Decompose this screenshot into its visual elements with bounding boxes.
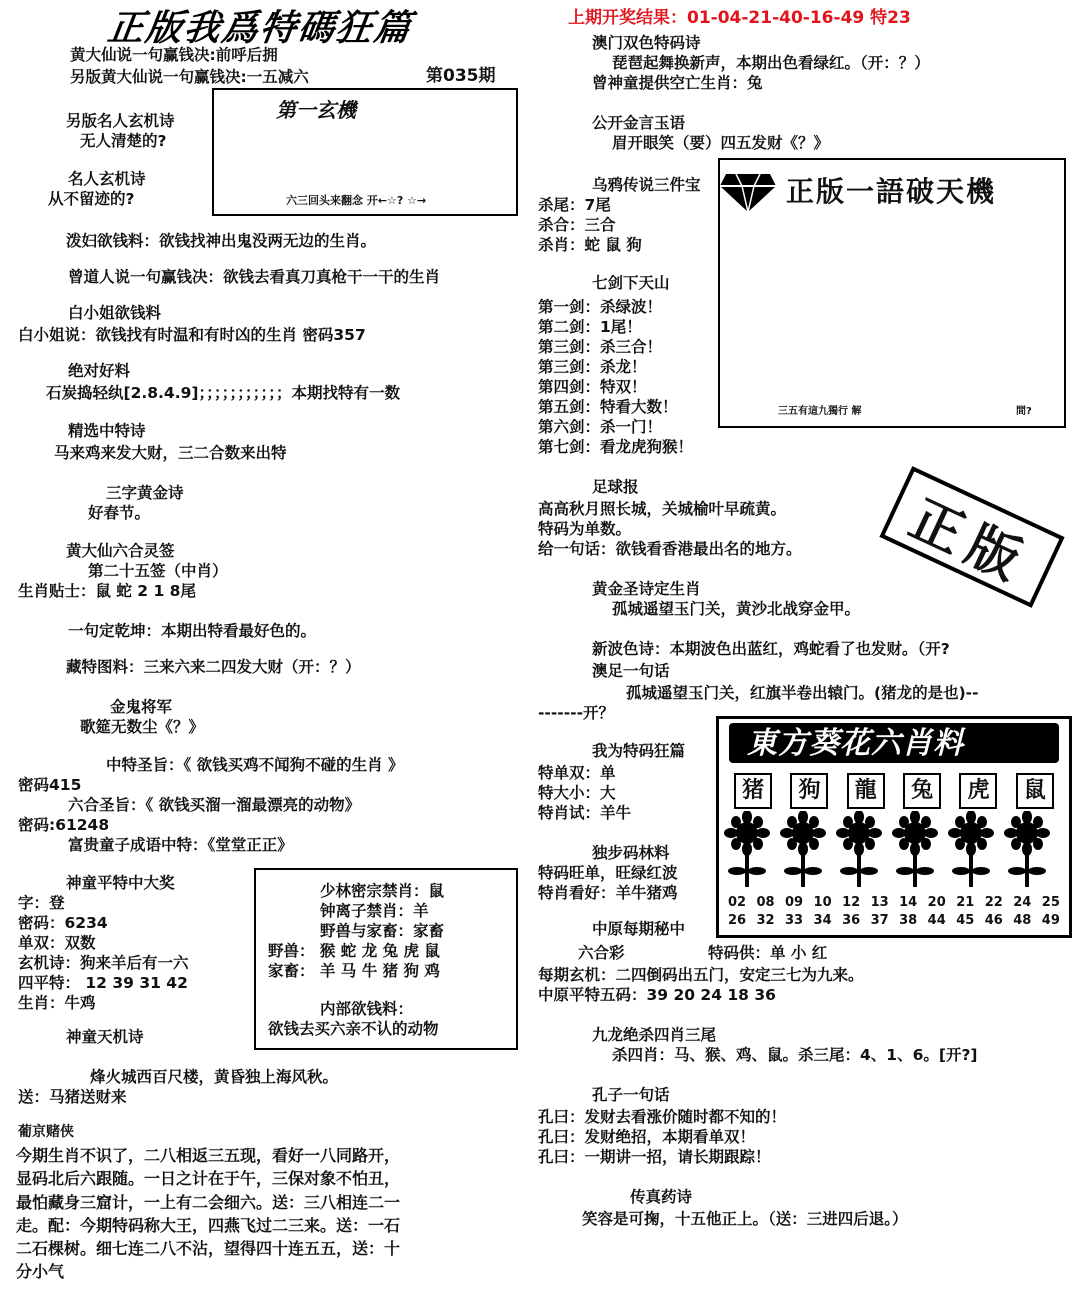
l-32: 玄机诗：狗来羊后有一六 <box>18 954 189 972</box>
lotus-num: 08 <box>756 895 775 910</box>
r-28: 我为特码狂篇 <box>592 742 686 760</box>
zodiac-pig: 猪 <box>734 773 772 809</box>
lotus-num: 48 <box>1013 913 1032 928</box>
r-41: 杀四肖：马、猴、鸡、鼠。杀三尾：4、1、6。[开?] <box>612 1046 978 1064</box>
s-6: 欲钱去买六亲不认的动物 <box>268 1020 439 1038</box>
l-10: 绝对好料 <box>68 362 131 380</box>
r-25: 澳足一句话 <box>592 662 670 680</box>
shaolin-box <box>254 868 518 1050</box>
lotus-box <box>716 716 1072 938</box>
lotus-num: 46 <box>984 913 1003 928</box>
l-3: 无人清楚的? <box>80 132 167 150</box>
r-19: 高高秋月照长城，关城榆叶早疏黄。 <box>538 500 787 518</box>
p-5: 分小气 <box>16 1262 65 1282</box>
lotus-num: 44 <box>927 913 946 928</box>
lotus-num: 22 <box>984 895 1003 910</box>
page-title: 正版我爲特碼狂篇 <box>105 7 416 49</box>
lotus-num: 33 <box>785 913 804 928</box>
lotus-num: 20 <box>927 895 946 910</box>
zodiac-tiger: 虎 <box>959 773 997 809</box>
l-20: 藏特图料：三来六来二四发大财（开：？） <box>66 658 361 676</box>
r-22: 黄金圣诗定生肖 <box>592 580 701 598</box>
l-31: 单双：双数 <box>18 934 96 952</box>
lotus-num: 34 <box>813 913 832 928</box>
l-33: 四平特： 12 39 31 42 <box>18 974 188 992</box>
r-44: 孔曰：发财绝招，本期看单双！ <box>538 1128 756 1146</box>
l-23: 中特圣旨：《 欲钱买鸡不闻狗不碰的生肖 》 <box>106 756 404 774</box>
r-47: 笑容是可掬，十五他正上。（送：三进四后退。） <box>582 1210 908 1228</box>
l-5: 从不留迹的? <box>48 190 135 208</box>
r-23: 孤城遥望玉门关，黄沙北战穿金甲。 <box>612 600 861 618</box>
lotus-num: 26 <box>727 913 747 928</box>
r-45: 孔曰：一期讲一招，请长期跟踪！ <box>538 1148 771 1166</box>
l-9: 白小姐说：欲钱找有时温和有时凶的生肖 密码357 <box>18 326 366 344</box>
l-6: 泼妇欲钱料：欲钱找神出鬼没两无边的生肖。 <box>66 232 377 250</box>
r-14: 第四剑：特双！ <box>538 378 647 396</box>
lotus-num: 21 <box>956 895 975 910</box>
yiyu-box <box>718 158 1066 428</box>
l-27: 富贵童子成语中特：《堂堂正正》 <box>68 836 293 854</box>
lotus-num: 12 <box>842 895 861 910</box>
l-35: 神童天机诗 <box>66 1028 144 1046</box>
r-36: 六合彩 <box>578 944 625 962</box>
r-31: 特肖试：羊牛 <box>538 804 632 822</box>
r-33: 特码旺单，旺绿红波 <box>538 864 678 882</box>
r-39: 中原平特五码：39 20 24 18 36 <box>538 986 776 1004</box>
s-0: 少林密宗禁肖：鼠 <box>320 882 445 900</box>
r-16: 第六剑：杀一门！ <box>538 418 663 436</box>
lotus-num: 02 <box>727 895 747 910</box>
l-15: 好春节。 <box>88 504 151 522</box>
r-5: 乌鸦传说三件宝 <box>592 176 701 194</box>
zodiac-row <box>725 773 1063 809</box>
diamond-icon <box>718 170 778 214</box>
l-19: 一句定乾坤：本期出特看最好色的。 <box>68 622 317 640</box>
r-17: 第七剑：看龙虎狗猴！ <box>538 438 694 456</box>
r-12: 第三剑：杀三合！ <box>538 338 663 356</box>
l-22: 歌筵无数尘《？》 <box>80 718 205 736</box>
l-26: 密码:61248 <box>18 816 110 834</box>
r-10: 第一剑：杀绿波！ <box>538 298 663 316</box>
last-result: 上期开奖结果：01-04-21-40-16-49 特23 <box>568 8 911 28</box>
l-2: 另版名人玄机诗 <box>66 112 175 130</box>
lotus-num: 13 <box>870 895 889 910</box>
lotus-num: 10 <box>813 895 832 910</box>
s-4: 家畜： 羊 马 牛 猪 狗 鸡 <box>268 962 440 980</box>
lotus-num: 49 <box>1041 913 1060 928</box>
l-1: 另版黄大仙说一句赢钱决:一五减六 <box>70 68 309 86</box>
r-35: 中原每期秘中 <box>592 920 686 938</box>
r-43: 孔曰：发财去看涨价随时都不知的！ <box>538 1108 787 1126</box>
r-0: 澳门双色特码诗 <box>592 34 701 52</box>
r-2: 曾神童提供空亡生肖：兔 <box>592 74 763 92</box>
r-21: 给一句话：欲钱看香港最出名的地方。 <box>538 540 802 558</box>
yiyu-foot-right: 間? <box>1016 406 1032 417</box>
l-7: 曾道人说一句赢钱决：欲钱去看真刀真枪干一干的生肖 <box>68 268 441 286</box>
s-2: 野兽与家畜：家畜 <box>320 922 445 940</box>
lotus-num: 14 <box>899 895 918 910</box>
r-34: 特肖看好：羊牛猪鸡 <box>538 884 678 902</box>
r-40: 九龙绝杀四肖三尾 <box>592 1026 717 1044</box>
r-26: 孤城遥望玉门关，红旗半卷出辕门。(猪龙的是也)-- <box>626 684 979 702</box>
r-37: 特码供：单 小 红 <box>708 944 828 962</box>
lotus-num: 45 <box>956 913 975 928</box>
l-37: 送：马猪送财来 <box>18 1088 127 1106</box>
lotus-numbers-row2 <box>725 913 1063 929</box>
l-24: 密码415 <box>18 776 82 794</box>
issue-number: 第035期 <box>426 66 496 86</box>
first-mystery-text: 六三回头来翻念 开←☆? ☆→ <box>286 194 427 207</box>
p-4: 二石棵树。细七连二八不沾，望得四十连五五，送：十 <box>16 1239 401 1259</box>
l-25: 六合圣旨：《 欲钱买溜一溜最漂亮的动物》 <box>68 796 361 814</box>
yiyu-title: 正版一語破天機 <box>786 175 997 208</box>
r-29: 特单双：单 <box>538 764 616 782</box>
first-mystery-title: 第一玄機 <box>276 98 356 122</box>
r-6: 杀尾：7尾 <box>538 196 611 214</box>
l-0: 黄大仙说一句赢钱决:前呼后拥 <box>70 46 278 64</box>
l-18: 生肖贴士：鼠 蛇 2 1 8尾 <box>18 582 196 600</box>
r-18: 足球报 <box>592 478 639 496</box>
r-30: 特大小：大 <box>538 784 616 802</box>
zodiac-rabbit: 兔 <box>903 773 941 809</box>
r-3: 公开金言玉语 <box>592 114 686 132</box>
s-3: 野兽： 猴 蛇 龙 兔 虎 鼠 <box>268 942 440 960</box>
genuine-stamp: 正版 <box>879 466 1064 608</box>
l-28: 神童平特中大奖 <box>66 874 175 892</box>
pujing-title: 葡京赌侠 <box>18 1124 74 1140</box>
lotus-title: 東方葵花六肖料 <box>747 726 964 761</box>
r-8: 杀肖：蛇 鼠 狗 <box>538 236 642 254</box>
pujing-text <box>16 1144 400 1284</box>
lotus-num: 25 <box>1041 895 1060 910</box>
s-1: 钟离子禁肖：羊 <box>320 902 429 920</box>
r-4: 眉开眼笑（要）四五发财《？》 <box>612 134 830 152</box>
l-8: 白小姐欲钱料 <box>68 304 162 322</box>
r-24: 新波色诗：本期波色出蓝红，鸡蛇看了也发财。（开? <box>592 640 950 658</box>
l-12: 精选中特诗 <box>68 422 146 440</box>
r-7: 杀合：三合 <box>538 216 616 234</box>
sunflower-icons <box>719 811 1063 891</box>
l-14: 三字黄金诗 <box>106 484 184 502</box>
l-21: 金鬼将军 <box>110 698 173 716</box>
l-4: 名人玄机诗 <box>68 170 146 188</box>
r-9: 七剑下天山 <box>592 274 670 292</box>
r-1: 琵琶起舞换新声，本期出色看绿红。（开：？） <box>612 54 930 72</box>
p-1: 显码北后六跟随。一日之计在于午，三保对象不怕丑， <box>16 1169 401 1189</box>
lotus-num: 24 <box>1013 895 1032 910</box>
p-2: 最怕藏身三窟计，一上有二会细六。送：三八相连二一 <box>16 1192 401 1212</box>
r-15: 第五剑：特看大数！ <box>538 398 678 416</box>
lotus-numbers-row1 <box>725 895 1063 911</box>
l-16: 黄大仙六合灵签 <box>66 542 175 560</box>
r-46: 传真药诗 <box>630 1188 693 1206</box>
yiyu-foot-left: 三五有這九獨行 解 <box>778 406 862 417</box>
l-30: 密码：6234 <box>18 914 108 932</box>
r-38: 每期玄机：二四倒码出五门，安定三七为九来。 <box>538 966 864 984</box>
lotus-num: 36 <box>842 913 861 928</box>
lotus-num: 37 <box>870 913 889 928</box>
p-3: 走。配：今期特码称大王，四燕飞过二三来。送：一石 <box>16 1215 401 1235</box>
r-42: 孔子一句话 <box>592 1086 670 1104</box>
r-20: 特码为单数。 <box>538 520 632 538</box>
l-34: 生肖：牛鸡 <box>18 994 96 1012</box>
lotus-num: 32 <box>756 913 775 928</box>
zodiac-rat: 鼠 <box>1016 773 1054 809</box>
l-29: 字：登 <box>18 894 65 912</box>
l-36: 烽火城西百尺楼，黄昏独上海风秋。 <box>90 1068 339 1086</box>
r-13: 第三剑：杀龙！ <box>538 358 647 376</box>
zodiac-dog: 狗 <box>790 773 828 809</box>
r-11: 第二剑：1尾！ <box>538 318 642 336</box>
zodiac-dragon: 龍 <box>847 773 885 809</box>
l-17: 第二十五签（中肖） <box>88 562 228 580</box>
lotus-num: 38 <box>899 913 918 928</box>
r-32: 独步码林料 <box>592 844 670 862</box>
lotus-num: 09 <box>785 895 804 910</box>
l-11: 石炭捣轻纨[2.8.4.9]；；；；；；；；；；；本期找特有一数 <box>46 384 400 402</box>
first-mystery-box <box>212 88 518 216</box>
p-0: 今期生肖不识了，二八相返三五现，看好一八同路开， <box>16 1146 401 1165</box>
r-27: -------开？ <box>538 704 615 722</box>
l-13: 马来鸡来发大财，三二合数来出特 <box>54 444 287 462</box>
s-5: 内部欲钱料： <box>320 1000 414 1018</box>
